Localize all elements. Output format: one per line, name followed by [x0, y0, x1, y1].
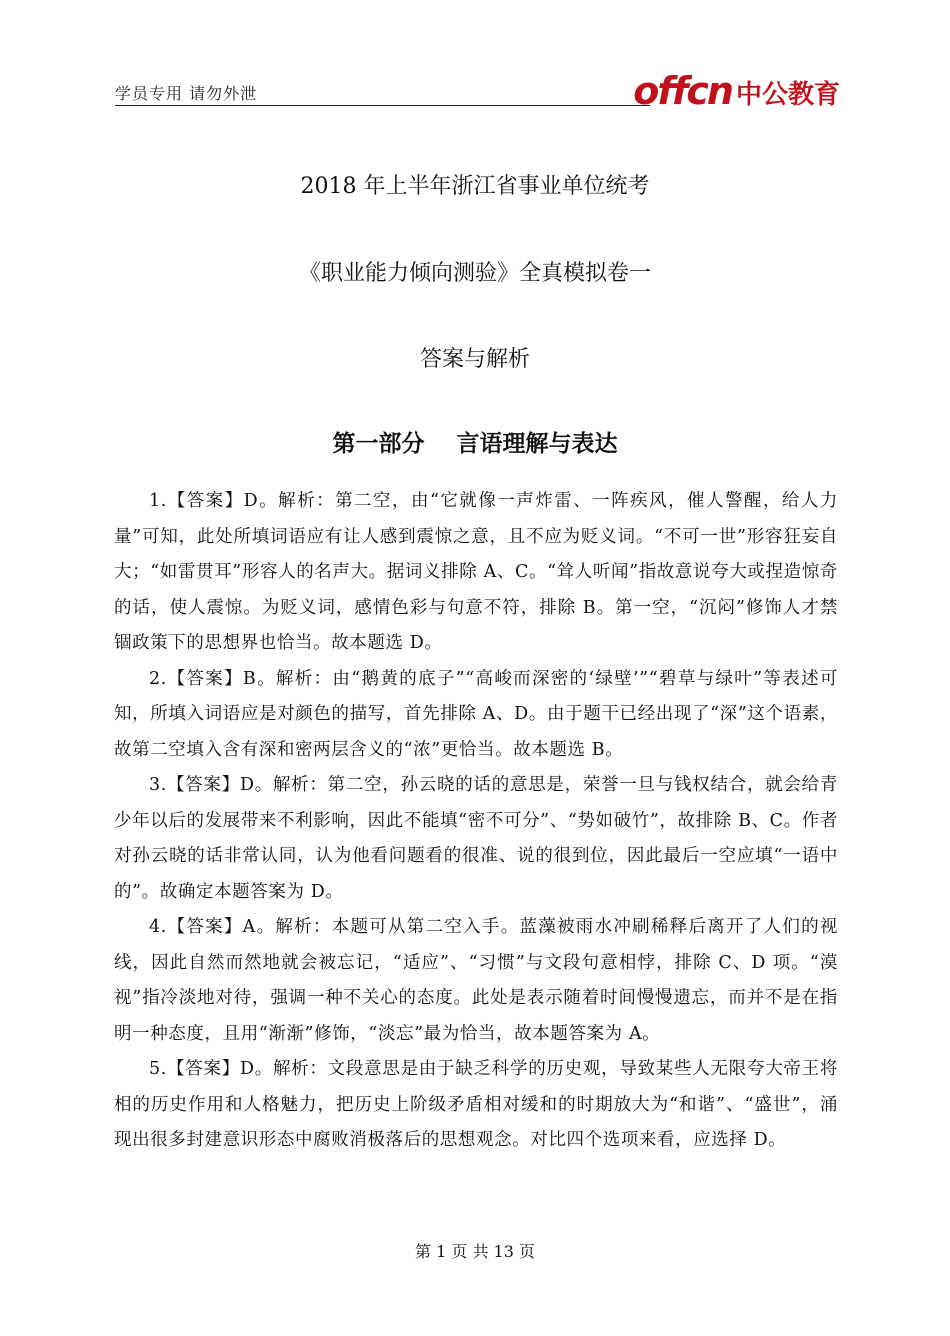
section-name: 言语理解与表达	[456, 431, 618, 457]
answer-item-4: 4.【答案】A。解析：本题可从第二空入手。蓝藻被雨水冲刷稀释后离开了人们的视线，因此自然而然地就会被忘记，“适应”、“习惯”与文段句意相悖，排除 C、D 项。“漠视”指冷淡地对待，强调一种不关心的态度。此处是表示随着时间慢慢遗忘，而并不是在指明一种态度，且用“渐渐”修饰，“淡忘”最为恰当，故本题答案为 A。	[114, 917, 838, 1044]
answer-item-3: 3.【答案】D。解析：第二空，孙云晓的话的意思是，荣誉一旦与钱权结合，就会给青少年以后的发展带来不利影响，因此不能填“密不可分”、“势如破竹”，故排除 B、C。作者对孙云晓的话非常认同，认为他看问题看的很准、说的很到位，因此最后一空应填“一语中的”。故确定本题答案为 D。	[114, 775, 838, 902]
answer-item-2: 2.【答案】B。解析：由“鹅黄的底子”“高峻而深密的‘绿壁’”“碧草与绿叶”等表述可知，所填入词语应是对颜色的描写，首先排除 A、D。由于题干已经出现了“深”这个语素，故第二空填入含有深和密两层含义的“浓”更恰当。故本题选 B。	[114, 668, 838, 760]
answer-heading: 答案与解析	[419, 347, 530, 372]
answer-item-1: 1.【答案】D。解析：第二空，由“它就像一声炸雷、一阵疾风，催人警醒，给人力量”可知，此处所填词语应有让人感到震惊之意，且不应为贬义词。“不可一世”形容狂妄自大；“如雷贯耳”形容人的名声大。据词义排除 A、C。“耸人听闻”指故意说夸大或捏造惊奇的话，使人震惊。为贬义词，感情色彩与句意不符，排除 B。第一空，“沉闷”修饰人才禁锢政策下的思想界也恰当。故本题选 D。	[114, 491, 838, 653]
exam-subtitle: 《职业能力倾向测验》全真模拟卷一	[298, 261, 651, 286]
header-note: 学员专用 请勿外泄	[115, 84, 258, 103]
exam-title: 2018 年上半年浙江省事业单位统考	[300, 174, 650, 199]
offcn-logo	[633, 69, 840, 113]
section-part: 第一部分	[332, 431, 425, 457]
page-header	[115, 64, 840, 113]
answer-item-5: 5.【答案】D。解析：文段意思是由于缺乏科学的历史观，导致某些人无限夸大帝王将相的历史作用和人格魅力，把历史上阶级矛盾相对缓和的时期放大为“和谐”、“盛世”，涌现出很多封建意识形态中腐败消极落后的思想观念。对比四个选项来看，应选择 D。	[114, 1059, 838, 1150]
answer-list	[114, 484, 838, 1159]
header-rule	[115, 105, 650, 106]
logo-text-en: offcn	[633, 69, 732, 113]
section-heading	[0, 429, 950, 459]
page-number: 第 1 页 共 13 页	[415, 1242, 535, 1261]
logo-text-cn: 中公教育	[735, 80, 840, 110]
